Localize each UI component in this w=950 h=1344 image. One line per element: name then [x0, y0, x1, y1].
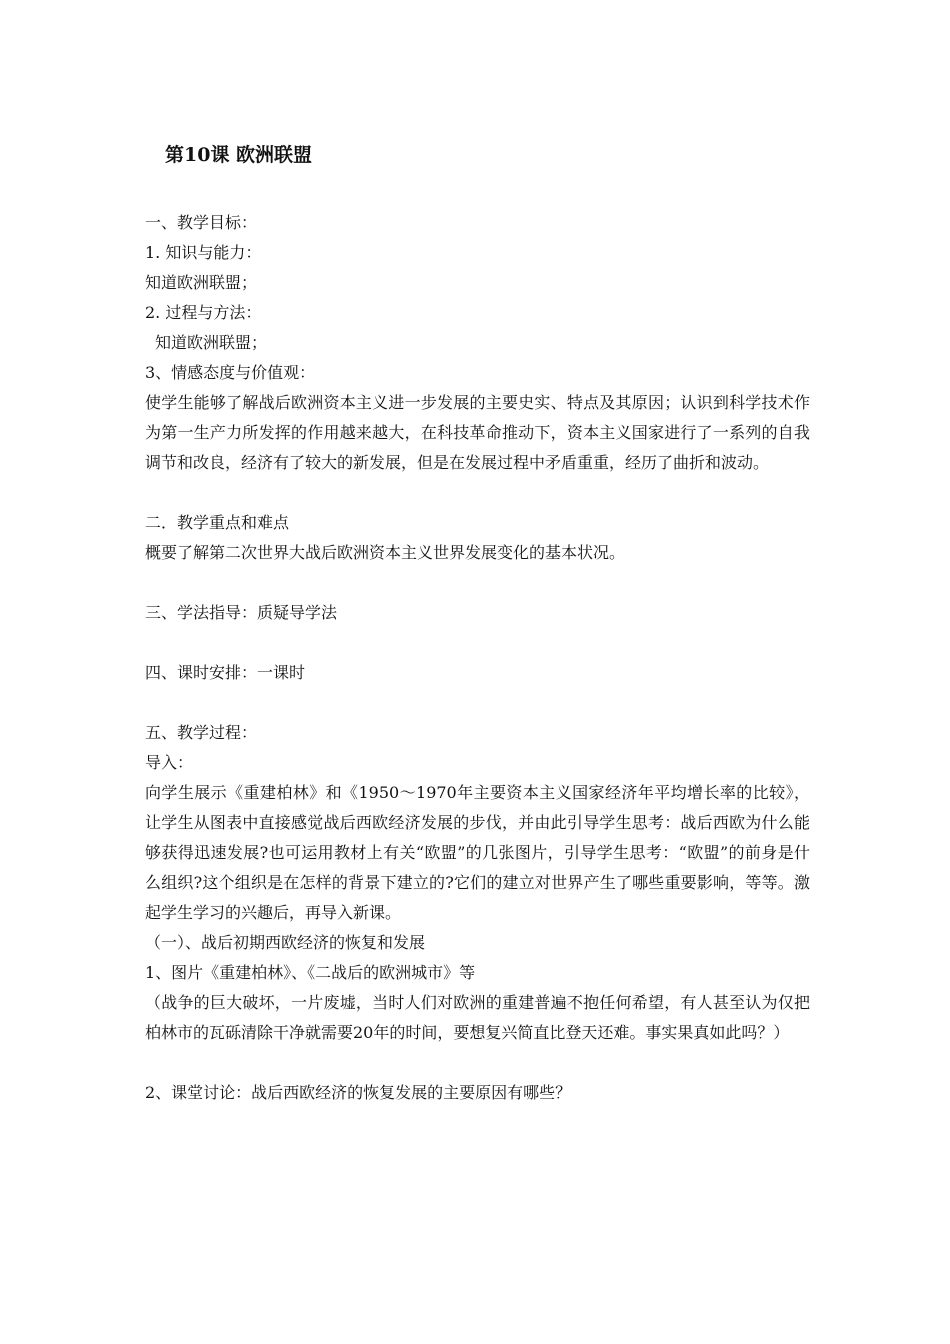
spacer: [145, 478, 810, 508]
document-body: [145, 208, 810, 1108]
spacer: [145, 688, 810, 718]
spacer: [145, 1048, 810, 1078]
section-key-points-text: 概要了解第二次世界大战后欧洲资本主义世界发展变化的基本状况。: [145, 543, 626, 562]
section-study-method: 三、学法指导：质疑导学法: [145, 603, 338, 622]
emotion-values-heading: 3、情感态度与价值观：: [145, 363, 316, 382]
process-method-text: 知道欧洲联盟；: [155, 333, 268, 352]
item-2: 2、课堂讨论：战后西欧经济的恢复发展的主要原因有哪些？: [145, 1083, 572, 1102]
process-method-heading: 2. 过程与方法：: [145, 303, 262, 322]
section-class-schedule: 四、课时安排：一课时: [145, 663, 306, 682]
subsection-1-heading: （一）、战后初期西欧经济的恢复和发展: [145, 933, 426, 952]
item-1-note: （战争的巨大破坏，一片废墟，当时人们对欧洲的重建普遍不抱任何希望，有人甚至认为仅把柏林市的瓦砾清除干净就需要20年的时间，要想复兴简直比登天还难。事实果真如此吗？）: [145, 993, 810, 1042]
knowledge-ability-text: 知道欧洲联盟；: [145, 273, 258, 292]
intro-text: 向学生展示《重建柏林》和《1950～1970年主要资本主义国家经济年平均增长率的比较》，让学生从图表中直接感觉战后西欧经济发展的步伐，并由此引导学生思考：战后西欧为什么能够获得迅速发展?也可运用教材上有关“欧盟”的几张图片，引导学生思考：“欧盟”的前身是什么组织?这个组织是在怎样的背景下建立的?它们的建立对世界产生了哪些重要影响，等等。激起学生学习的兴趣后，再导入新课。: [145, 783, 810, 922]
spacer: [145, 568, 810, 598]
spacer: [145, 628, 810, 658]
section-key-points-heading: 二．教学重点和难点: [145, 513, 290, 532]
item-1: 1、图片《重建柏林》、《二战后的欧洲城市》等: [145, 963, 476, 982]
emotion-values-text: 使学生能够了解战后欧洲资本主义进一步发展的主要史实、特点及其原因；认识到科学技术作为第一生产力所发挥的作用越来越大，在科技革命推动下，资本主义国家进行了一系列的自我调节和改良，经济有了较大的新发展，但是在发展过程中矛盾重重，经历了曲折和波动。: [145, 393, 810, 472]
document-page: [145, 140, 810, 1108]
section-objectives-heading: 一、教学目标：: [145, 213, 258, 232]
section-teaching-process-heading: 五、教学过程：: [145, 723, 258, 742]
intro-heading: 导入：: [145, 753, 194, 772]
knowledge-ability-heading: 1. 知识与能力：: [145, 243, 262, 262]
page-title: 第10课 欧洲联盟: [165, 144, 313, 166]
